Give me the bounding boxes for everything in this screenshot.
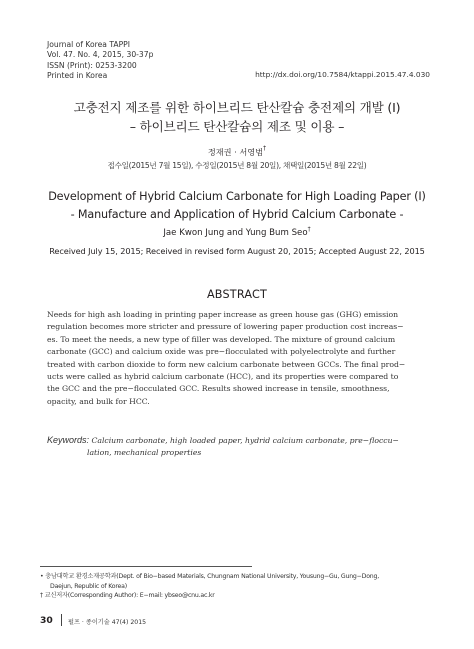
printed-in: Printed in Korea [47,70,108,80]
korean-dates: 접수일(2015년 7월 15일), 수정일(2015년 8월 20일), 채택일(2015년 8월 22일) [107,161,367,170]
korean-title [0,98,474,136]
abstract-line: opacity, and bulk for HCC. [47,396,150,406]
abstract-line: ucts were called as hybrid calcium carbonate (HCC), and its properties were compared to [47,372,399,382]
footnote-affiliation-line1: • 충남대학교 환경소재공학과(Dept. of Bio−based Materials, Chungnam National University, Yousung−Gu, Gung−Dong, [40,573,380,580]
korean-title-line2: – 하이브리드 탄산칼슘의 제조 및 이용 – [129,119,345,134]
journal-info-block [47,40,153,81]
english-authors [0,228,474,238]
abstract-line: regulation becomes more stricter and pressure of lowering paper production cost increas− [47,322,404,332]
keywords-block [47,434,399,460]
english-title-line1: Development of Hybrid Calcium Carbonate for High Loading Paper (I) [48,190,426,203]
abstract-line: treated with carbon dioxide to form new calcium carbonate between GCCs. The final prod− [47,359,406,369]
korean-author-mark: † [263,145,267,152]
abstract-line: Needs for high ash loading in printing paper increase as green house gas (GHG) emission [47,310,399,319]
keywords-line2: lation, mechanical properties [87,448,202,458]
korean-author-names: 정재권 · 서영범 [207,147,264,157]
journal-volume: Vol. 47. No. 4, 2015, 30-37p [47,50,154,60]
english-title [0,188,474,223]
abstract-line: the GCC and the pre−flocculated GCC. Results showed increase in tensile, smoothness, [47,384,390,394]
abstract-heading: ABSTRACT [206,288,268,301]
page-number-divider [61,614,62,626]
doi-link[interactable]: http://dx.doi.org/10.7584/ktappi.2015.47.4.030 [255,70,430,79]
footnote-divider [40,566,252,567]
english-dates: Received July 15, 2015; Received in revised form August 20, 2015; Accepted August 22, 2015 [49,246,425,256]
korean-title-line1: 고충전지 제조를 위한 하이브리드 탄산칼슘 충전제의 개발 (I) [73,100,401,115]
footnotes [40,572,379,601]
korean-authors [0,147,474,158]
english-title-line2: - Manufacture and Application of Hybrid Calcium Carbonate - [70,207,404,221]
keywords-label: Keywords: [47,435,90,445]
keywords-line1: Calcium carbonate, high loaded paper, hydrid calcium carbonate, pre−floccu− [91,436,399,445]
footnote-corresponding: † 교신저자(Corresponding Author): E−mail: ybseo@cnu.ac.kr [40,592,215,600]
footnote-affiliation-line2: Daejun, Republic of Korea) [50,582,127,590]
english-author-mark: † [307,226,311,233]
page-number: 30 [40,615,53,626]
english-author-names: Jae Kwon Jung and Yung Bum Seo [163,228,308,238]
journal-name: Journal of Korea TAPPI [47,40,130,49]
abstract-line: carbonate (GCC) and calcium oxide was pre−flocculated with polyelectrolyte and further [47,347,396,357]
abstract-line: es. To meet the needs, a new type of filler was developed. The mixture of ground calcium [47,334,396,344]
journal-issn: ISSN (Print): 0253-3200 [47,60,137,70]
journal-footer: 펄프 · 종이기술 47(4) 2015 [68,619,147,626]
abstract-body [47,309,428,408]
